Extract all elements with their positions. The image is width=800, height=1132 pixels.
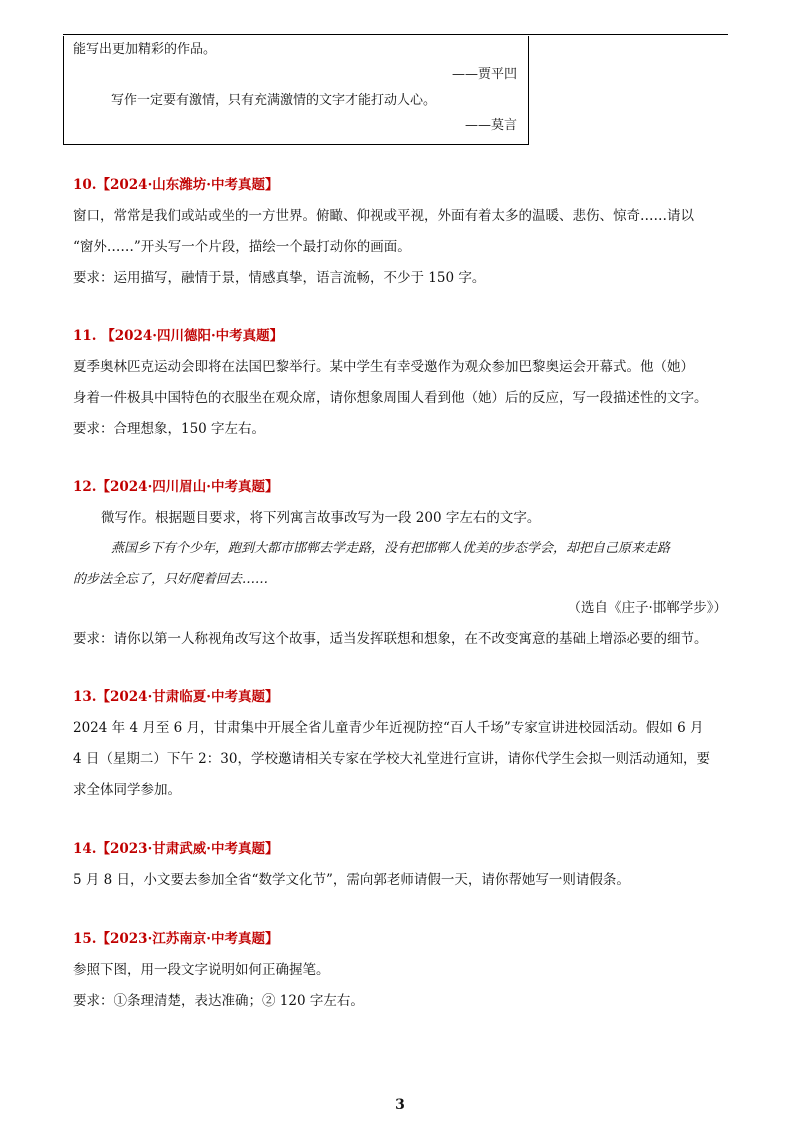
question-12-heading bbox=[73, 478, 278, 496]
question-10-heading bbox=[73, 176, 278, 194]
quote-author-2: ——莫言 bbox=[464, 118, 517, 133]
q14-line-1: 5 月 8 日，小文要去参加全省“数学文化节”，需向郭老师请假一天，请你帮她写一则请假条。 bbox=[73, 872, 630, 888]
q12-fable-line-2: 的步法全忘了，只好爬着回去…… bbox=[73, 572, 269, 587]
question-14-heading bbox=[73, 840, 278, 858]
q11-line-2: 身着一件极具中国特色的衣服坐在观众席，请你想象周围人看到他（她）后的反应，写一段描述性的文字。 bbox=[73, 390, 708, 406]
q15-line-1: 参照下图，用一段文字说明如何正确握笔。 bbox=[73, 962, 330, 978]
question-source: 【2024·甘肃临夏·中考真题】 bbox=[96, 689, 279, 705]
q10-line-2: “窗外……”开头写一个片段，描绘一个最打动你的画面。 bbox=[73, 239, 411, 255]
top-rule bbox=[63, 34, 728, 35]
page-number: 3 bbox=[395, 1097, 405, 1113]
quote-line-2: 写作一定要有激情，只有充满激情的文字才能打动人心。 bbox=[111, 93, 437, 108]
q13-line-3: 求全体同学参加。 bbox=[73, 782, 181, 798]
quote-author-1: ——贾平凹 bbox=[451, 67, 517, 82]
q10-line-1: 窗口，常常是我们或站或坐的一方世界。俯瞰、仰视或平视，外面有着太多的温暖、悲伤、惊奇……请以 bbox=[73, 208, 694, 224]
question-number: 12. bbox=[73, 479, 97, 495]
question-source: 【2024·四川眉山·中考真题】 bbox=[96, 479, 279, 495]
q12-fable-line-1: 燕国乡下有个少年，跑到大都市邯郸去学走路，没有把邯郸人优美的步态学会，却把自己原来走路 bbox=[111, 541, 671, 556]
q12-citation: （选自《庄子·邯郸学步》） bbox=[567, 600, 727, 616]
q13-line-1: 2024 年 4 月至 6 月，甘肃集中开展全省儿童青少年近视防控“百人千场”专家宣讲进校园活动。假如 6 月 bbox=[73, 720, 704, 736]
q10-line-3: 要求：运用描写，融情于景，情感真挚，语言流畅，不少于 150 字。 bbox=[73, 270, 486, 286]
question-number: 10. bbox=[73, 177, 97, 193]
question-source: 【2024·四川德阳·中考真题】 bbox=[101, 328, 284, 344]
quote-line-1: 能写出更加精彩的作品。 bbox=[73, 42, 217, 57]
question-number: 13. bbox=[73, 689, 97, 705]
q13-line-2: 4 日（星期二）下午 2：30，学校邀请相关专家在学校大礼堂进行宣讲，请你代学生会拟一则活动通知，要 bbox=[73, 751, 710, 767]
question-source: 【2023·江苏南京·中考真题】 bbox=[96, 931, 279, 947]
question-number: 11. bbox=[73, 328, 97, 344]
q12-line-1: 微写作。根据题目要求，将下列寓言故事改写为一段 200 字左右的文字。 bbox=[101, 510, 541, 526]
question-13-heading bbox=[73, 688, 278, 706]
q11-line-1: 夏季奥林匹克运动会即将在法国巴黎举行。某中学生有幸受邀作为观众参加巴黎奥运会开幕式。他（她） bbox=[73, 359, 694, 375]
question-11-heading bbox=[73, 327, 283, 345]
q15-line-2: 要求：①条理清楚，表达准确；② 120 字左右。 bbox=[73, 993, 364, 1009]
question-15-heading bbox=[73, 930, 278, 948]
question-number: 14. bbox=[73, 841, 97, 857]
q12-line-requirement: 要求：请你以第一人称视角改写这个故事，适当发挥联想和想象，在不改变寓意的基础上增添必要的细节。 bbox=[73, 631, 708, 647]
question-source: 【2024·山东潍坊·中考真题】 bbox=[96, 177, 279, 193]
q11-line-3: 要求：合理想象，150 字左右。 bbox=[73, 421, 266, 437]
question-source: 【2023·甘肃武威·中考真题】 bbox=[96, 841, 279, 857]
question-number: 15. bbox=[73, 931, 97, 947]
